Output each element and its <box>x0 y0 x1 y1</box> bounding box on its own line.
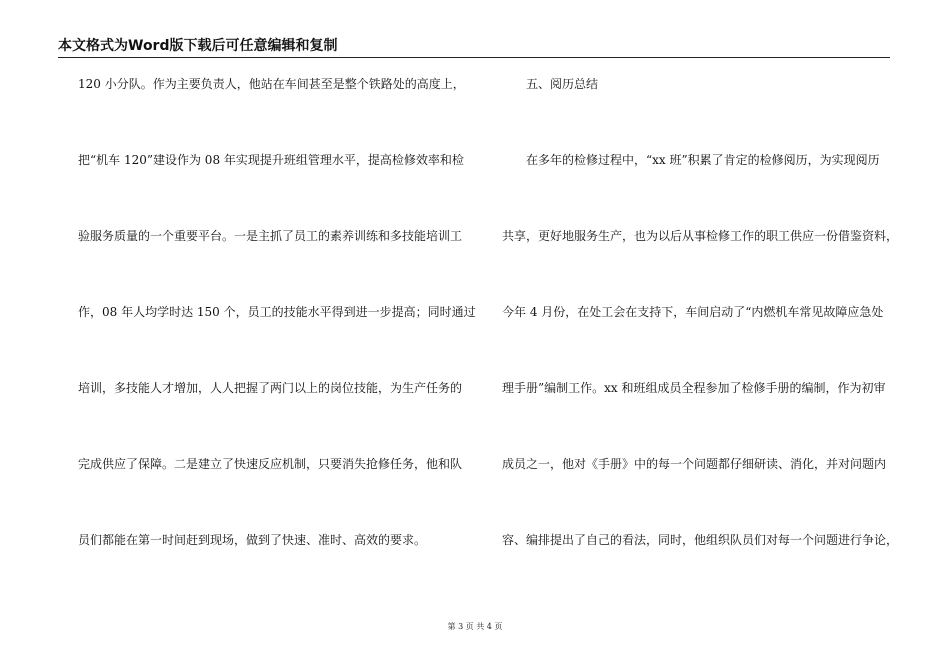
left-line-4: 作，08 年人均学时达 150 个，员工的技能水平得到进一步提高；同时通过 <box>78 305 476 319</box>
right-line-4: 今年 4 月份，在处工会在支持下，车间启动了“内燃机车常见故障应急处 <box>502 305 884 319</box>
left-line-2: 把“机车 120”建设作为 08 年实现提升班组管理水平，提高检修效率和检 <box>78 153 464 167</box>
section-heading: 五、阅历总结 <box>526 77 599 91</box>
left-line-7: 员们都能在第一时间赶到现场，做到了快速、准时、高效的要求。 <box>78 533 427 547</box>
page-number: 第 3 页 共 4 页 <box>447 622 503 631</box>
header-title: 本文格式为Word版下载后可任意编辑和复制 <box>58 38 338 54</box>
right-line-6: 成员之一，他对《手册》中的每一个问题都仔细研读、消化，并对问题内 <box>502 457 887 471</box>
page-header <box>58 35 890 58</box>
left-line-6: 完成供应了保障。二是建立了快速反应机制，只要消失抢修任务，他和队 <box>78 457 463 471</box>
left-line-1: 120 小分队。作为主要负责人，他站在车间甚至是整个铁路处的高度上， <box>78 77 465 91</box>
right-line-2: 在多年的检修过程中，“xx 班”积累了肯定的检修阅历，为实现阅历 <box>526 153 880 167</box>
left-line-5: 培训，多技能人才增加，人人把握了两门以上的岗位技能，为生产任务的 <box>78 381 463 395</box>
left-line-3: 验服务质量的一个重要平台。一是主抓了员工的素养训练和多技能培训工 <box>78 229 463 243</box>
right-line-3: 共享，更好地服务生产，也为以后从事检修工作的职工供应一份借鉴资料， <box>502 229 899 243</box>
right-line-5: 理手册”编制工作。xx 和班组成员全程参加了检修手册的编制，作为初审 <box>502 381 886 395</box>
right-line-7: 容、编排提出了自己的看法，同时，他组织队员们对每一个问题进行争论， <box>502 533 899 547</box>
